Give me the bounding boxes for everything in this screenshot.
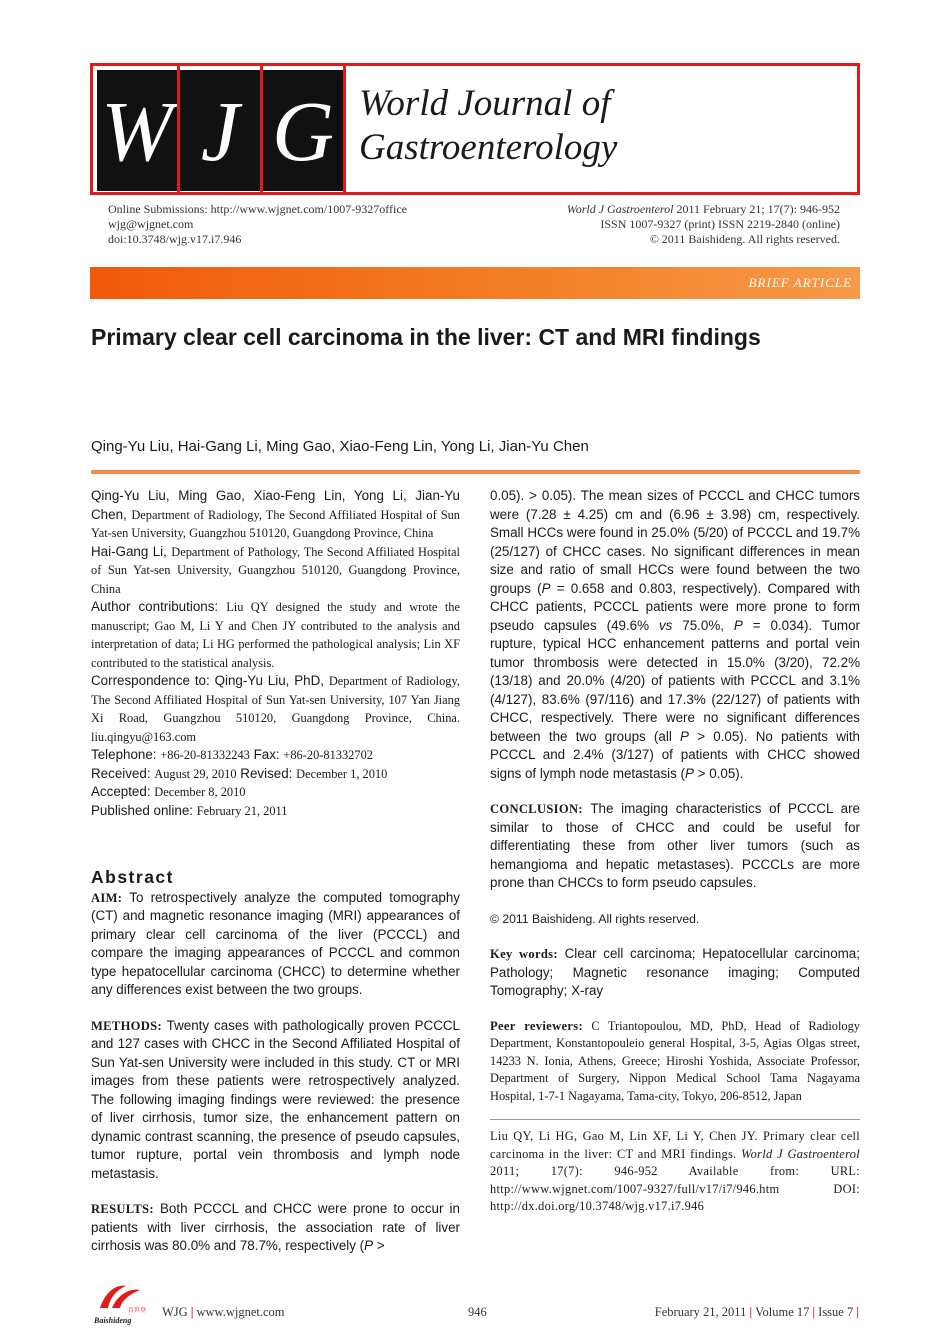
p-symbol: P (685, 765, 694, 781)
accepted-label: Accepted: (91, 784, 151, 799)
journal-issue: 2011 February 21; 17(7): 946-952 (673, 202, 840, 216)
abstract-results-start: RESULTS: Both PCCCL and CHCC were prone to occur in patients with liver cirrhosis, the association rate of liver cirrhosis was 80.0% and 78.7%, respectively (P > (91, 1201, 460, 1253)
right-column (490, 487, 860, 1216)
revised-label: Revised: (240, 765, 293, 781)
footer-website[interactable]: www.wjgnet.com (196, 1305, 285, 1319)
publisher-logo (92, 1280, 152, 1326)
aim-label: AIM: (91, 890, 123, 905)
article-title: Primary clear cell carcinoma in the liver: CT and MRI findings (91, 324, 761, 350)
baishideng-logo-icon (92, 1280, 152, 1326)
article-type: BRIEF ARTICLE (748, 275, 852, 290)
journal-abbrev: World J Gastroenterol (566, 202, 674, 216)
footer-date: February 21, 2011 (654, 1305, 747, 1319)
affiliation-2 (91, 543, 460, 599)
abstract-aim (91, 889, 460, 1000)
left-column (91, 487, 460, 1256)
telephone-label: Telephone: (91, 747, 157, 762)
p-symbol: P (680, 728, 689, 744)
abstract-copyright: © 2011 Baishideng. All rights reserved. (490, 911, 700, 926)
journal-name (359, 82, 617, 170)
citation-journal: World J Gastroenterol (741, 1146, 861, 1161)
footer-right (655, 1305, 862, 1320)
received-value: August 29, 2010 (154, 766, 237, 781)
results-text-f: > 0.05). No patients with PCCCL and 2.4% (3/127) of patients with CHCC showed signs of lymph node metastasis ( (490, 728, 861, 781)
date-published (91, 802, 460, 821)
reviewers-label: Peer reviewers: (490, 1018, 583, 1033)
contributions-label: Author contributions: (91, 599, 219, 614)
fax-label: Fax: (253, 747, 280, 762)
published-value: February 21, 2011 (196, 803, 288, 818)
dates-received-revised (91, 765, 460, 784)
page-number: 946 (468, 1305, 487, 1319)
citation-divider (490, 1119, 860, 1120)
abstract-results-continued: 0.05). > 0.05). The mean sizes of PCCCL and CHCC tumors were (7.28 ± 4.25) cm and (6.96 ± 3.98) cm, respectively. Small HCCs were found in 25.0% (5/20) of PCCCL and 19.7% (25/127) of CHCC cases. No significant differences in mean size and ratio of small HCCs were found between the two groups (P = 0.658 and 0.803, respectively). Compared with CHCC patients, PCCCL patients were more prone to form pseudo capsules (49.6% vs 75.0%, P = 0.034). Tumor rupture, typical HCC enhancement patterns and portal vein tumor thrombosis were detected in 15.0% (3/20), 72.2% (13/18) and 20.0% (4/20) of patients with PCCCL and 3.1% (4/127), 83.6% (97/116) and 17.3% (22/127) of patients with CHCC, respectively. There were no significant differences between the two groups (all P > 0.05). No patients with PCCCL and 2.4% (3/127) of patients with CHCC showed signs of lymph node metastasis (P > 0.05). (490, 488, 861, 781)
published-label: Published online: (91, 802, 193, 818)
journal-info (567, 202, 840, 247)
contact-phone-fax (91, 746, 460, 765)
section-divider (91, 470, 860, 474)
peer-reviewers (490, 1018, 860, 1106)
citation-text-a: Liu QY, Li HG, Gao M, Lin XF, Li Y, Chen JY. Primary clear cell carcinoma in the liver: CT and MRI findings. (490, 1129, 860, 1161)
correspondence-text: Department of Radiology, The Second Affiliated Hospital of Sun Yat-sen University, 107 Yan Jiang Xi Road, Guangzhou 510120, Guangdong Province, China. liu.qingyu@163.com (91, 674, 460, 744)
vs-symbol: vs (658, 617, 673, 633)
contributions-text: Liu QY designed the study and wrote the manuscript; Gao M, Li Y and Chen JY contributed to the analysis and interpretation of data; Li HG performed the pathological analysis; Lin XF contributed to the statistical analysis. (91, 600, 460, 670)
affiliation-1-names: Qing-Yu Liu, Ming Gao, Xiao-Feng Lin, Yong Li, Jian-Yu Chen, (91, 488, 460, 522)
p-symbol: P (733, 617, 743, 633)
results-text-b: > 0.05). The mean sizes of PCCCL and CHCC tumors were (7.28 ± 4.25) cm and (6.96 ± 3.98) cm, respectively. Small HCCs were found in 25.0% (5/20) of PCCCL and 19.7% (25/127) of CHCC cases. No significant differences in mean size and ratio of small HCCs were found between the two groups ( (490, 488, 861, 596)
citation-text-b[interactable]: 2011; 17(7): 946-952 Available from: URL: http://www.wjgnet.com/1007-9327/full/v17/i7/946.htm DOI: http://dx.doi.org/10.3748/wjg.v17.i7.946 (490, 1164, 860, 1213)
keywords (490, 945, 860, 1001)
date-accepted (91, 783, 460, 802)
footer-left (162, 1305, 285, 1320)
accepted-value: December 8, 2010 (154, 785, 246, 799)
issn: ISSN 1007-9327 (print) ISSN 2219-2840 (online) (600, 217, 840, 231)
footer-separator: | (856, 1305, 859, 1319)
journal-masthead (90, 63, 860, 195)
footer-separator: | (812, 1305, 816, 1319)
submission-info (108, 202, 407, 247)
header-copyright: © 2011 Baishideng. All rights reserved. (649, 232, 840, 246)
submission-email[interactable]: wjg@wjgnet.com (108, 217, 194, 231)
footer-issue: Issue 7 (818, 1305, 854, 1319)
keywords-text: Clear cell carcinoma; Hepatocellular carcinoma; Pathology; Magnetic resonance imaging; Computed Tomography; X-ray (490, 946, 860, 998)
correspondence (91, 672, 460, 746)
logo-letter-g: G (263, 70, 343, 191)
results-label: RESULTS: (91, 1202, 154, 1216)
footer-volume: Volume 17 (755, 1305, 810, 1319)
affiliation-1 (91, 487, 460, 543)
affiliation-1-text: Department of Radiology, The Second Affiliated Hospital of Sun Yat-sen University, Guangzhou 510120, Guangdong Province, China (91, 507, 460, 540)
telephone-value: +86-20-81332243 (160, 748, 250, 762)
received-label: Received: (91, 765, 151, 781)
conclusion-text: The imaging characteristics of PCCCL are similar to those of CHCC and could be useful for differentiating these from other liver tumors (such as hemangioma and hepatic metastases). PCCCLs are more prone than CHCCs to form pseudo capsules. (490, 801, 860, 890)
results-text-e: = 0.034). Tumor rupture, typical HCC enhancement patterns and portal vein tumor thrombosis were detected in 15.0% (3/20), 72.2% (13/18) and 20.0% (4/20) of patients with PCCCL and 3.1% (4/127), 83.6% (97/116) and 17.3% (22/127) of patients with CHCC, respectively. There were no significant differences between the two groups (all (490, 617, 860, 744)
journal-name-line1: World Journal of (359, 83, 611, 124)
article-type-banner (90, 267, 860, 299)
results-text-d: 75.0%, (672, 617, 734, 633)
footer-separator: | (749, 1305, 753, 1319)
author-contributions (91, 598, 460, 672)
results-text-a: Both PCCCL and CHCC were prone to occur in patients with liver cirrhosis, the association rate of liver cirrhosis was 80.0% and 78.7%, respectively ( (91, 1201, 460, 1253)
fax-value: +86-20-81332702 (283, 748, 373, 762)
submission-url[interactable]: Online Submissions: http://www.wjgnet.com/1007-9327office (108, 202, 407, 216)
logo-separator (343, 66, 346, 192)
methods-text: Twenty cases with pathologically proven PCCCL and 127 cases with CHCC in the Second Affiliated Hospital of Sun Yat-sen University were included in this study. CT or MRI images from these patients were retrospectively analyzed. The following imaging findings were reviewed: the presence of liver cirrhosis, tumor size, the enhancement pattern on dynamic contrast scanning, the presence of pseudo capsules, tumor rupture, portal vein thrombosis and lymph node metastasis. (91, 1017, 460, 1181)
publisher-name: Baishideng (94, 1316, 132, 1325)
abstract-heading: Abstract (91, 867, 174, 887)
aim-text: To retrospectively analyze the computed tomography (CT) and magnetic resonance imaging (MRI) appearances of primary clear cell carcinoma of the liver (PCCCL) and compare the imaging appearances of PCCCL and common type hepatocellular carcinoma (CHCC) to determine whether any differences exist between the two groups. (91, 889, 461, 997)
footer-separator: | (190, 1305, 194, 1319)
reviewers-text: C Triantopoulou, MD, PhD, Head of Radiology Department, Konstantopouleio general Hospital, 3-5, Agias Olgas street, 14233 N. Ionia, Athens, Greece; Hiroshi Yoshida, Associate Professor, Department of Surgery, Nippon Medical School Tama Nagayama Hospital, 1-7-1 Nagayama, Tama-city, Tokyo, 206-8512, Japan (490, 1018, 860, 1103)
results-text-g: > 0.05). (693, 765, 744, 781)
abstract-methods (91, 1017, 460, 1184)
doi: doi:10.3748/wjg.v17.i7.946 (108, 232, 242, 246)
abstract-conclusion (490, 800, 860, 893)
author-list: Qing-Yu Liu, Hai-Gang Li, Ming Gao, Xiao-Feng Lin, Yong Li, Jian-Yu Chen (91, 438, 589, 455)
logo-letter-j: J (180, 70, 260, 191)
journal-issue-line (567, 202, 840, 217)
keywords-label: Key words: (490, 947, 558, 961)
conclusion-label: CONCLUSION: (490, 802, 583, 816)
revised-value: December 1, 2010 (296, 766, 388, 781)
affiliation-2-names: Hai-Gang Li, (91, 543, 167, 559)
footer-journal: WJG (162, 1305, 188, 1319)
svg-text:百世登: 百世登 (128, 1308, 147, 1314)
p-symbol: P (541, 580, 551, 596)
p-symbol: P (364, 1238, 374, 1253)
affiliation-2-text: Department of Pathology, The Second Affiliated Hospital of Sun Yat-sen University, Guangzhou 510120, Guangdong Province, China (91, 544, 460, 596)
results-text-c: = 0.658 and 0.803, respectively). Compared with CHCC patients, PCCCL patients were more prone to form pseudo capsules (49.6% (490, 580, 861, 633)
correspondence-label: Correspondence to: Qing-Yu Liu, PhD, (91, 673, 324, 688)
methods-label: METHODS: (91, 1018, 162, 1033)
journal-name-line2: Gastroenterology (359, 127, 618, 168)
citation (490, 1128, 860, 1216)
logo-letter-w: W (97, 70, 177, 191)
